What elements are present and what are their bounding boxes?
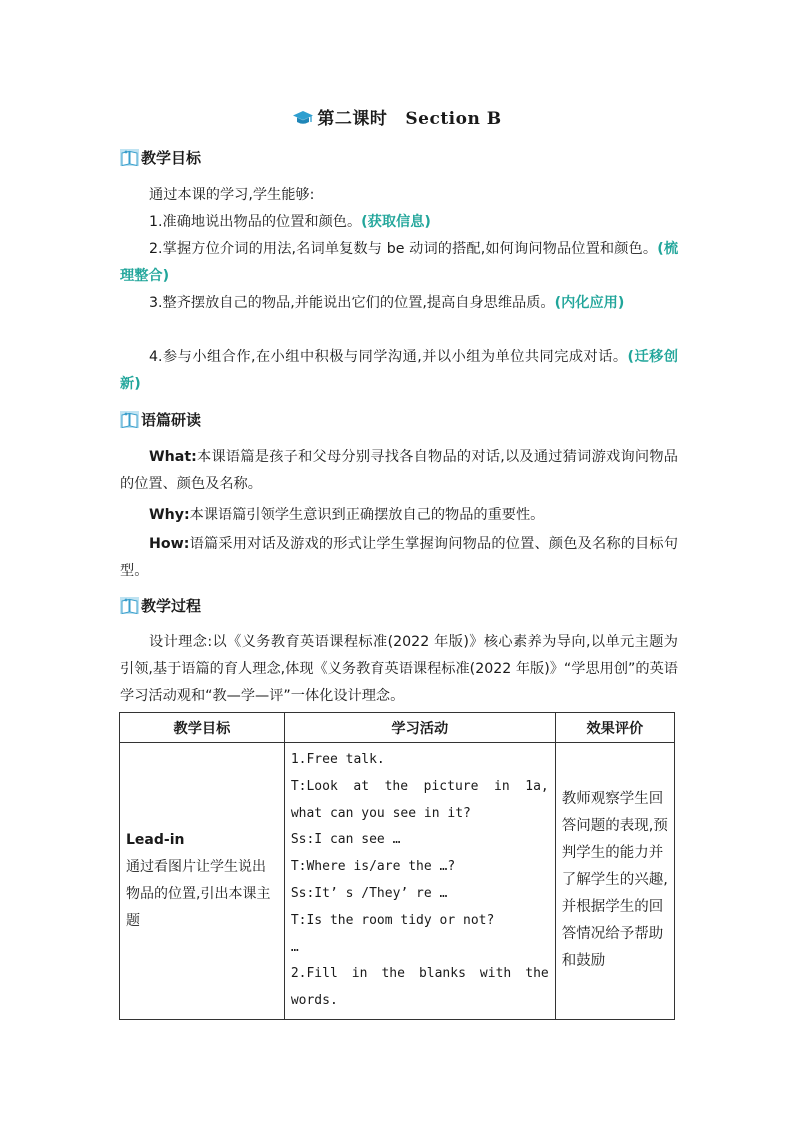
objective-text: 4.参与小组合作,在小组中积极与同学沟通,并以小组为单位共同完成对话。 [149, 349, 628, 365]
activity-line: T:Where is/are the …? [290, 859, 456, 875]
graduation-cap-icon [292, 110, 314, 131]
header-evaluation: 效果评价 [555, 713, 674, 743]
objectives-intro: 通过本课的学习,学生能够: [149, 187, 315, 203]
book-icon [120, 148, 139, 167]
activity-cell [284, 743, 555, 1020]
activity-line: T:Is the room tidy or not? [290, 912, 495, 928]
objective-tag: (迁移创新) [120, 349, 679, 392]
objectives-heading-text: 教学目标 [141, 149, 202, 167]
activity-line: 2.Fill in the blanks with the words. [290, 966, 549, 1009]
activity-line: … [290, 939, 299, 955]
lesson-table [119, 712, 675, 1020]
analysis-heading-text: 语篇研读 [141, 411, 202, 429]
section-name: Section B [405, 109, 502, 129]
header-goal: 教学目标 [120, 713, 285, 743]
activity-line: Ss:I can see … [290, 832, 401, 848]
process-heading-text: 教学过程 [141, 597, 202, 615]
book-icon [120, 596, 139, 615]
objective-tag: (梳理整合) [120, 241, 679, 284]
how-text: 语篇采用对话及游戏的形式让学生掌握询问物品的位置、颜色及名称的目标句型。 [120, 536, 678, 579]
table-row [120, 743, 675, 1020]
objective-item-1 [120, 209, 678, 236]
lesson-number: 第二课时 [317, 109, 388, 129]
what-label: What: [149, 449, 197, 465]
objective-item-2 [120, 236, 678, 290]
why-label: Why: [149, 507, 190, 523]
objectives-heading [120, 147, 201, 168]
book-icon [120, 410, 139, 429]
objective-item-3 [120, 290, 678, 317]
table-header-row [120, 713, 675, 743]
objective-text: 3.整齐摆放自己的物品,并能说出它们的位置,提高自身思维品质。 [149, 295, 555, 311]
what-text: 本课语篇是孩子和父母分别寻找各自物品的对话,以及通过猜词游戏询问物品的位置、颜色及名称。 [120, 449, 678, 492]
analysis-why [120, 502, 678, 529]
page-title [0, 104, 794, 131]
objective-item-4 [120, 344, 678, 398]
goal-text: 通过看图片让学生说出物品的位置,引出本课主题 [126, 858, 271, 929]
objective-text: 1.准确地说出物品的位置和颜色。 [149, 214, 362, 230]
objective-tag: (内化应用) [554, 295, 625, 311]
activity-line: Ss:It’ s /They’ re … [290, 885, 448, 901]
how-label: How: [149, 536, 190, 552]
design-philosophy: 设计理念:以《义务教育英语课程标准(2022 年版)》核心素养为导向,以单元主题为引领,基于语篇的育人理念,体现《义务教育英语课程标准(2022 年版)》“学思用创”的英语学习活动观和“教—学—评”一体化设计理念。 [120, 634, 678, 704]
analysis-what [120, 444, 678, 498]
why-text: 本课语篇引领学生意识到正确摆放自己的物品的重要性。 [189, 507, 545, 523]
header-activity: 学习活动 [284, 713, 555, 743]
evaluation-cell [555, 743, 674, 1020]
objective-tag: (获取信息) [361, 214, 431, 230]
objective-text: 2.掌握方位介词的用法,名词单复数与 be 动词的搭配,如何询问物品位置和颜色。 [149, 241, 658, 257]
evaluation-text: 教师观察学生回答问题的表现,预判学生的能力并了解学生的兴趣,并根据学生的回答情况给予帮助和鼓励 [561, 791, 668, 970]
activity-line: 1.Free talk. [290, 752, 385, 767]
analysis-how [120, 531, 678, 585]
goal-cell [120, 743, 285, 1020]
process-heading [120, 595, 201, 616]
goal-title: Lead-in [126, 831, 185, 848]
activity-line: T:Look at the picture in 1a, what can you see in it? [290, 778, 549, 821]
analysis-heading [120, 409, 201, 430]
